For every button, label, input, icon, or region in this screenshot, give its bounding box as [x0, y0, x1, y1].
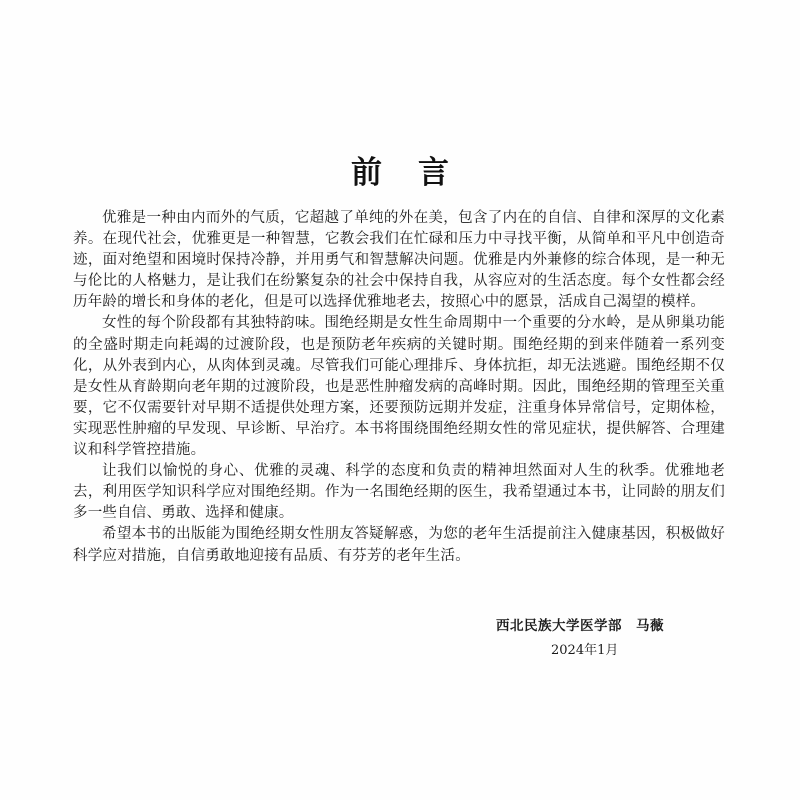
paragraph-2: 女性的每个阶段都有其独特韵味。围绝经期是女性生命周期中一个重要的分水岭，是从卵巢功能的全盛时期走向耗竭的过渡阶段，也是预防老年疾病的关键时期。围绝经期的到来伴随着一系列变化，从外表到内心，从肉体到灵魂。尽管我们可能心理排斥、身体抗拒，却无法逃避。围绝经期不仅是女性从育龄期向老年期的过渡阶段，也是恶性肿瘤发病的高峰时期。因此，围绝经期的管理至关重要，它不仅需要针对早期不适提供处理方案，还要预防远期并发症，注重身体异常信号，定期体检，实现恶性肿瘤的早发现、早诊断、早治疗。本书将围绕围绝经期女性的常见症状，提供解答、合理建议和科学管控措施。	[73, 315, 725, 459]
signature-date: 2024年1月	[551, 643, 619, 658]
author-signature: 西北民族大学医学部 马薇	[496, 618, 664, 634]
paragraph-1: 优雅是一种由内而外的气质，它超越了单纯的外在美，包含了内在的自信、自律和深厚的文化素养。在现代社会，优雅更是一种智慧，它教会我们在忙碌和压力中寻找平衡，从简单和平凡中创造奇迹，面对绝望和困境时保持冷静，并用勇气和智慧解决问题。优雅是内外兼修的综合体现，是一种无与伦比的人格魅力，是让我们在纷繁复杂的社会中保持自我，从容应对的生活态度。每个女性都会经历年龄的增长和身体的老化，但是可以选择优雅地老去，按照心中的愿景，活成自己渴望的模样。	[73, 210, 725, 311]
preface-body	[73, 208, 725, 567]
paragraph-3: 让我们以愉悦的身心、优雅的灵魂、科学的态度和负责的精神坦然面对人生的秋季。优雅地老去，利用医学知识科学应对围绝经期。作为一名围绝经期的医生，我希望通过本书，让同龄的朋友们多一些自信、勇敢、选择和健康。	[73, 463, 725, 522]
paragraph-4: 希望本书的出版能为围绝经期女性朋友答疑解惑，为您的老年生活提前注入健康基因，积极做好科学应对措施，自信勇敢地迎接有品质、有芬芳的老年生活。	[73, 526, 725, 564]
page-title: 前言	[351, 155, 485, 191]
